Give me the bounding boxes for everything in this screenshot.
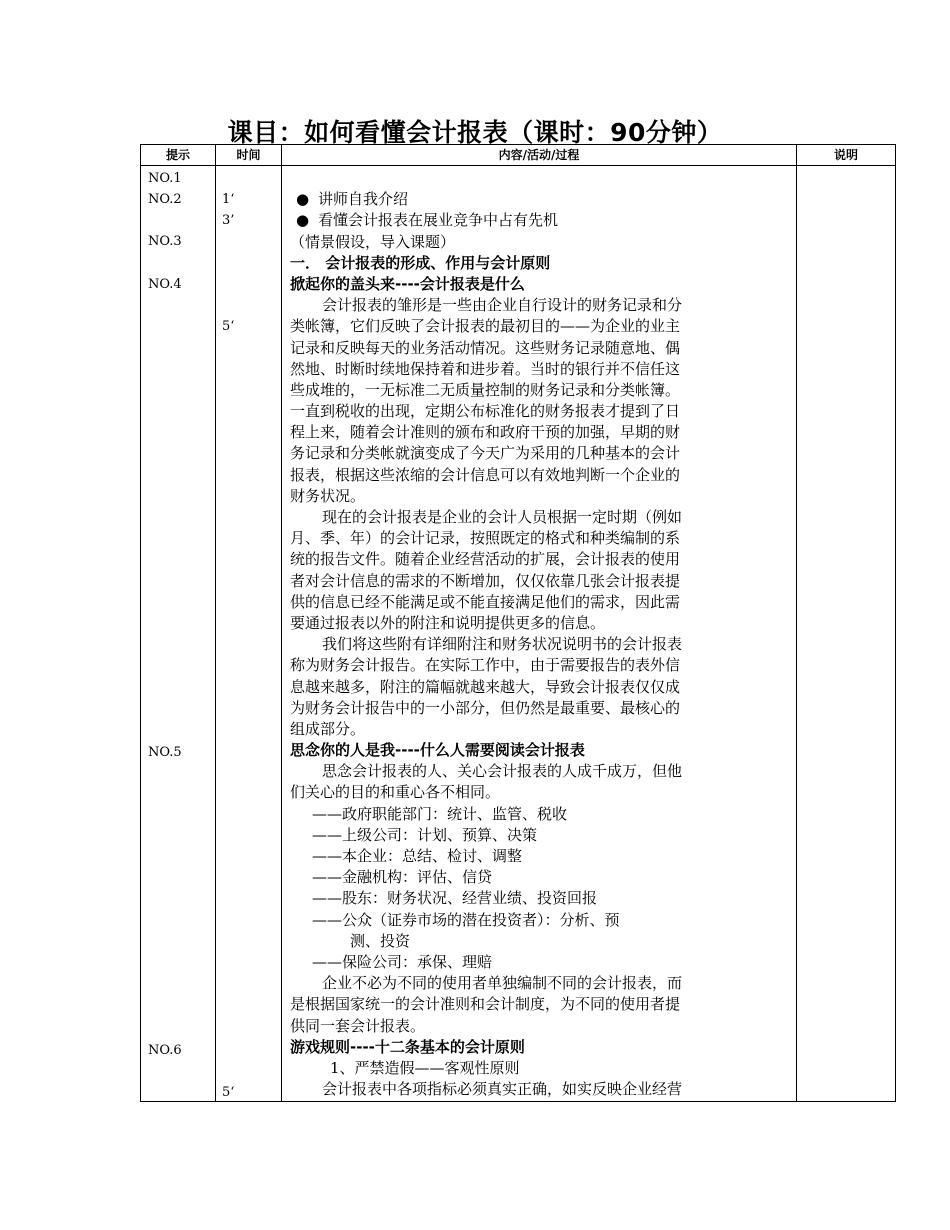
- header-notes: 说明: [833, 148, 858, 162]
- paragraph-line: 息越来越多，附注的篇幅就越来越大，导致会计报表仅仅成: [290, 677, 681, 696]
- paragraph-line: 现在的会计报表是企业的会计人员根据一定时期（例如: [322, 508, 683, 526]
- paragraph-line: 我们将这些附有详细附注和财务状况说明书的会计报表: [322, 635, 683, 654]
- paragraph-line: 些成堆的，一无标准二无质量控制的财务记录和分类帐簿。: [290, 380, 681, 399]
- cue-label: NO.2: [148, 192, 182, 207]
- column-divider: [281, 144, 282, 1102]
- paragraph-line: 然地、时断时续地保持着和进步着。当时的银行并不信任这: [290, 359, 681, 378]
- paragraph-line: 要通过报表以外的附注和说明提供更多的信息。: [290, 613, 606, 632]
- subheading: 游戏规则----十二条基本的会计原则: [290, 1037, 525, 1056]
- list-item: ——本企业：总结、检讨、调整: [312, 847, 523, 865]
- paragraph-line: 类帐簿，它们反映了会计报表的最初目的——为企业的业主: [290, 317, 681, 336]
- header-time: 时间: [236, 148, 261, 162]
- paragraph-line: 企业不必为不同的使用者单独编制不同的会计报表，而: [322, 974, 683, 993]
- paragraph-line: 统的报告文件。随着企业经营活动的扩展，会计报表的使用: [290, 550, 681, 569]
- bullet-item: ● 看懂会计报表在展业竞争中占有先机: [290, 210, 776, 231]
- paragraph-line: 报表，根据这些浓缩的会计信息可以有效地判断一个企业的: [290, 465, 681, 484]
- bullet-icon: ●: [296, 190, 310, 209]
- rule-heading: 1、严禁造假——客观性原则: [330, 1058, 520, 1077]
- subheading: 思念你的人是我----什么人需要阅读会计报表: [290, 741, 585, 760]
- paragraph-line: 会计报表中各项指标必须真实正确，如实反映企业经营: [322, 1080, 683, 1099]
- text-line: （情景假设，导入课题）: [290, 232, 456, 251]
- column-divider: [215, 144, 216, 1102]
- page-title: 课目：如何看懂会计报表（课时：90分钟）: [227, 118, 723, 147]
- paragraph-line: 们关心的目的和重心各不相同。: [290, 783, 501, 802]
- paragraph-line: 组成部分。: [290, 719, 366, 738]
- list-item: ——保险公司：承保、理赔: [312, 952, 493, 971]
- header-content: 内容/活动/过程: [498, 148, 580, 162]
- paragraph-line: 者对会计信息的需求的不断增加，仅仅依靠几张会计报表提: [290, 571, 681, 590]
- paragraph-line: 月、季、年）的会计记录，按照既定的格式和种类编制的系: [290, 529, 681, 548]
- column-divider: [796, 144, 797, 1102]
- cue-label: NO.3: [148, 234, 182, 249]
- bullet-item: ● 讲师自我介绍: [290, 189, 776, 210]
- time-label: 5‘: [222, 1085, 235, 1100]
- paragraph-line: 为财务会计报告中的一小部分，但仍然是最重要、最核心的: [290, 698, 681, 717]
- paragraph-line: 供同一套会计报表。: [290, 1016, 426, 1035]
- paragraph-line: 供的信息已经不能满足或不能直接满足他们的需求，因此需: [290, 592, 681, 611]
- paragraph-line: 程上来，随着会计准则的颁布和政府干预的加强，早期的财: [290, 423, 681, 442]
- list-item-continuation: 测、投资: [350, 931, 411, 950]
- paragraph-line: 是根据国家统一的会计准则和会计制度，为不同的使用者提: [290, 995, 681, 1014]
- list-item: ——金融机构：评估、信贷: [312, 868, 493, 887]
- cue-label: NO.6: [148, 1043, 182, 1058]
- time-label: 3’: [222, 213, 235, 228]
- list-item: ——公众（证券市场的潜在投资者）：分析、预: [312, 910, 620, 929]
- blank-line: [290, 168, 776, 189]
- list-item: ——上级公司：计划、预算、决策: [312, 825, 538, 844]
- paragraph-line: 财务状况。: [290, 486, 366, 505]
- paragraph-line: 一直到税收的出现，定期公布标准化的财务报表才提到了日: [290, 402, 681, 421]
- cue-label: NO.4: [148, 277, 182, 292]
- paragraph-line: 思念会计报表的人、关心会计报表的人成千成万，但他: [322, 762, 683, 781]
- header-cue: 提示: [165, 148, 190, 162]
- content-column: [290, 168, 776, 1100]
- paragraph-line: 记录和反映每天的业务活动情况。这些财务记录随意地、偶: [290, 338, 681, 357]
- time-label: 1‘: [222, 192, 235, 207]
- cue-label: NO.5: [148, 745, 182, 760]
- list-item: ——股东：财务状况、经营业绩、投资回报: [312, 889, 598, 908]
- header-divider: [140, 165, 896, 166]
- paragraph-line: 务记录和分类帐就演变成了今天广为采用的几种基本的会计: [290, 444, 681, 463]
- paragraph-line: 称为财务会计报告。在实际工作中，由于需要报告的表外信: [290, 656, 681, 675]
- cue-label: NO.1: [148, 171, 182, 186]
- subheading: 掀起你的盖头来----会计报表是什么: [290, 274, 525, 293]
- paragraph-line: 会计报表的雏形是一些由企业自行设计的财务记录和分: [322, 296, 683, 315]
- bullet-icon: ●: [296, 211, 310, 230]
- list-item: ——政府职能部门：统计、监管、税收: [312, 804, 568, 823]
- section-heading: 一． 会计报表的形成、作用与会计原则: [290, 253, 551, 272]
- time-label: 5‘: [222, 319, 235, 334]
